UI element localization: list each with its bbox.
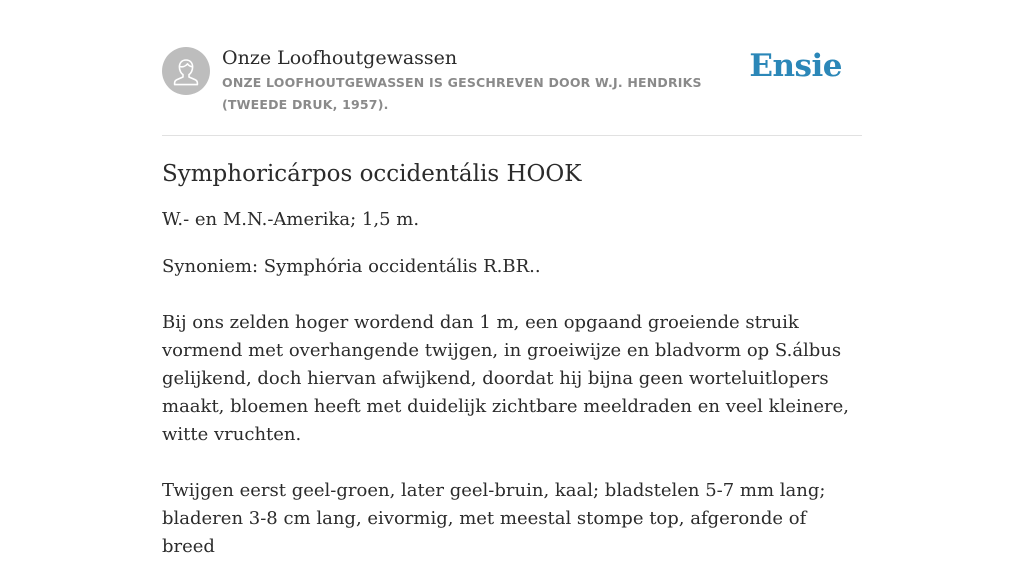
entry-title: Symphoricárpos occidentális HOOK: [162, 161, 582, 187]
source-header: [162, 44, 862, 136]
entry-paragraph: Synoniem: Symphória occidentális R.BR..: [162, 256, 541, 277]
user-icon: [162, 47, 210, 95]
brand-logo[interactable]: Ensie: [749, 48, 842, 84]
source-meta: [222, 44, 752, 116]
entry-content: [162, 156, 862, 561]
avatar: [162, 47, 210, 95]
source-title[interactable]: Onze Loofhoutgewassen: [222, 47, 458, 69]
source-description: ONZE LOOFHOUTGEWASSEN IS GESCHREVEN DOOR W.J. HENDRIKS (TWEEDE DRUK, 1957).: [222, 75, 702, 112]
entry-paragraph: Bij ons zelden hoger wordend dan 1 m, een opgaand groeiende struik vormend met overhangende twijgen, in groeiwijze en bladvorm op S.álbus gelijkend, doch hiervan afwijkend, doordat hij bijna geen worteluitlopers maakt, bloemen heeft met duidelijk zichtbare meeldraden en veel kleinere, witte vruchten.: [162, 312, 849, 445]
entry-paragraph: Twijgen eerst geel-groen, later geel-bruin, kaal; bladstelen 5-7 mm lang; bladeren 3-8 cm lang, eivormig, met meestal stompe top, afgeronde of breed: [162, 480, 826, 557]
entry-paragraph: W.- en M.N.-Amerika; 1,5 m.: [162, 209, 420, 230]
